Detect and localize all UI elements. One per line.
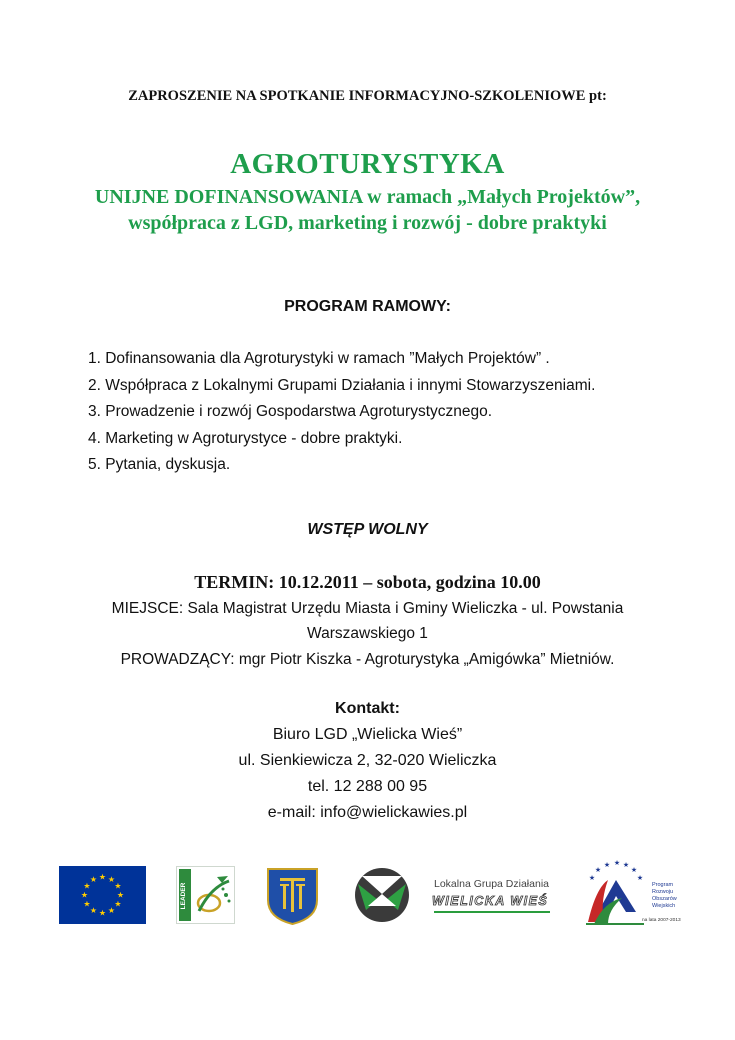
svg-text:★: ★ bbox=[613, 859, 621, 867]
program-item: 4. Marketing w Agroturystyce - dobre praktyki. bbox=[88, 429, 403, 447]
contact-office: Biuro LGD „Wielicka Wieś” bbox=[272, 726, 463, 743]
lgd-logo-caption: Lokalna Grupa Działania bbox=[434, 878, 549, 890]
lgd-emblem-icon bbox=[348, 866, 430, 924]
leader-logo-text: LEADER bbox=[180, 882, 187, 910]
svg-text:★: ★ bbox=[89, 906, 98, 915]
eu-flag-logo bbox=[59, 866, 146, 924]
free-entry: WSTĘP WOLNY bbox=[307, 521, 428, 538]
svg-text:★: ★ bbox=[89, 874, 98, 884]
svg-text:★: ★ bbox=[80, 890, 89, 900]
svg-text:★: ★ bbox=[588, 874, 596, 882]
svg-text:★: ★ bbox=[630, 866, 638, 874]
svg-text:★: ★ bbox=[83, 881, 91, 891]
contact-heading: Kontakt: bbox=[335, 700, 400, 717]
invitation-line: ZAPROSZENIE NA SPOTKANIE INFORMACYJNO-SZKOLENIOWE pt: bbox=[128, 88, 607, 104]
program-heading: PROGRAM RAMOWY: bbox=[284, 298, 451, 315]
svg-text:★: ★ bbox=[594, 866, 602, 874]
event-leader: PROWADZĄCY: mgr Piotr Kiszka - Agroturystyka „Amigówka” Mietniów. bbox=[120, 651, 615, 668]
leader-logo bbox=[176, 866, 235, 924]
prow-logo bbox=[578, 858, 682, 928]
prow-logo-years: na lata 2007-2013 bbox=[642, 918, 681, 923]
lgd-logo-name: WIELICKA WIEŚ bbox=[432, 894, 549, 908]
svg-text:★: ★ bbox=[636, 874, 644, 882]
lgd-logo-underline bbox=[434, 911, 550, 913]
svg-text:★: ★ bbox=[622, 861, 630, 869]
leader-emblem-icon bbox=[177, 867, 234, 923]
svg-text:★: ★ bbox=[603, 861, 611, 869]
svg-text:★: ★ bbox=[98, 908, 107, 918]
svg-text:★: ★ bbox=[107, 874, 116, 884]
program-item: 2. Współpraca z Lokalnymi Grupami Działania i innymi Stowarzyszeniami. bbox=[88, 376, 596, 394]
contact-phone: tel. 12 288 00 95 bbox=[307, 778, 428, 795]
lgd-wielicka-wies-logo bbox=[348, 866, 552, 924]
event-title: AGROTURYSTYKA bbox=[230, 148, 505, 180]
event-place-line2: Warszawskiego 1 bbox=[307, 625, 428, 642]
prow-emblem-icon bbox=[578, 858, 650, 928]
wieliczka-crest-logo bbox=[265, 866, 320, 926]
program-list bbox=[88, 346, 595, 479]
contact-email: e-mail: info@wielickawies.pl bbox=[267, 804, 468, 821]
program-item: 3. Prowadzenie i rozwój Gospodarstwa Agroturystycznego. bbox=[88, 403, 493, 420]
svg-text:★: ★ bbox=[116, 890, 125, 900]
contact-address: ul. Sienkiewicza 2, 32-020 Wieliczka bbox=[238, 752, 497, 769]
svg-text:★: ★ bbox=[107, 906, 116, 915]
program-item: 5. Pytania, dyskusja. bbox=[88, 456, 231, 473]
event-subtitle-line1: UNIJNE DOFINANSOWANIA w ramach „Małych Projektów”, bbox=[94, 186, 641, 208]
event-term: TERMIN: 10.12.2011 – sobota, godzina 10.00 bbox=[194, 572, 541, 592]
event-subtitle-line2: współpraca z LGD, marketing i rozwój - dobre praktyki bbox=[128, 212, 607, 234]
svg-text:★: ★ bbox=[83, 899, 91, 909]
svg-text:★: ★ bbox=[114, 881, 122, 891]
prow-logo-text: Program Rozwoju Obszarów Wiejskich bbox=[652, 882, 677, 909]
event-place-line1: MIEJSCE: Sala Magistrat Urzędu Miasta i Gminy Wieliczka - ul. Powstania bbox=[111, 600, 624, 617]
svg-text:★: ★ bbox=[114, 899, 122, 909]
program-item: 1. Dofinansowania dla Agroturystyki w ramach ”Małych Projektów” . bbox=[88, 350, 550, 367]
svg-text:★: ★ bbox=[98, 872, 107, 882]
eu-stars-icon bbox=[59, 866, 146, 924]
coat-of-arms-icon bbox=[265, 866, 320, 926]
